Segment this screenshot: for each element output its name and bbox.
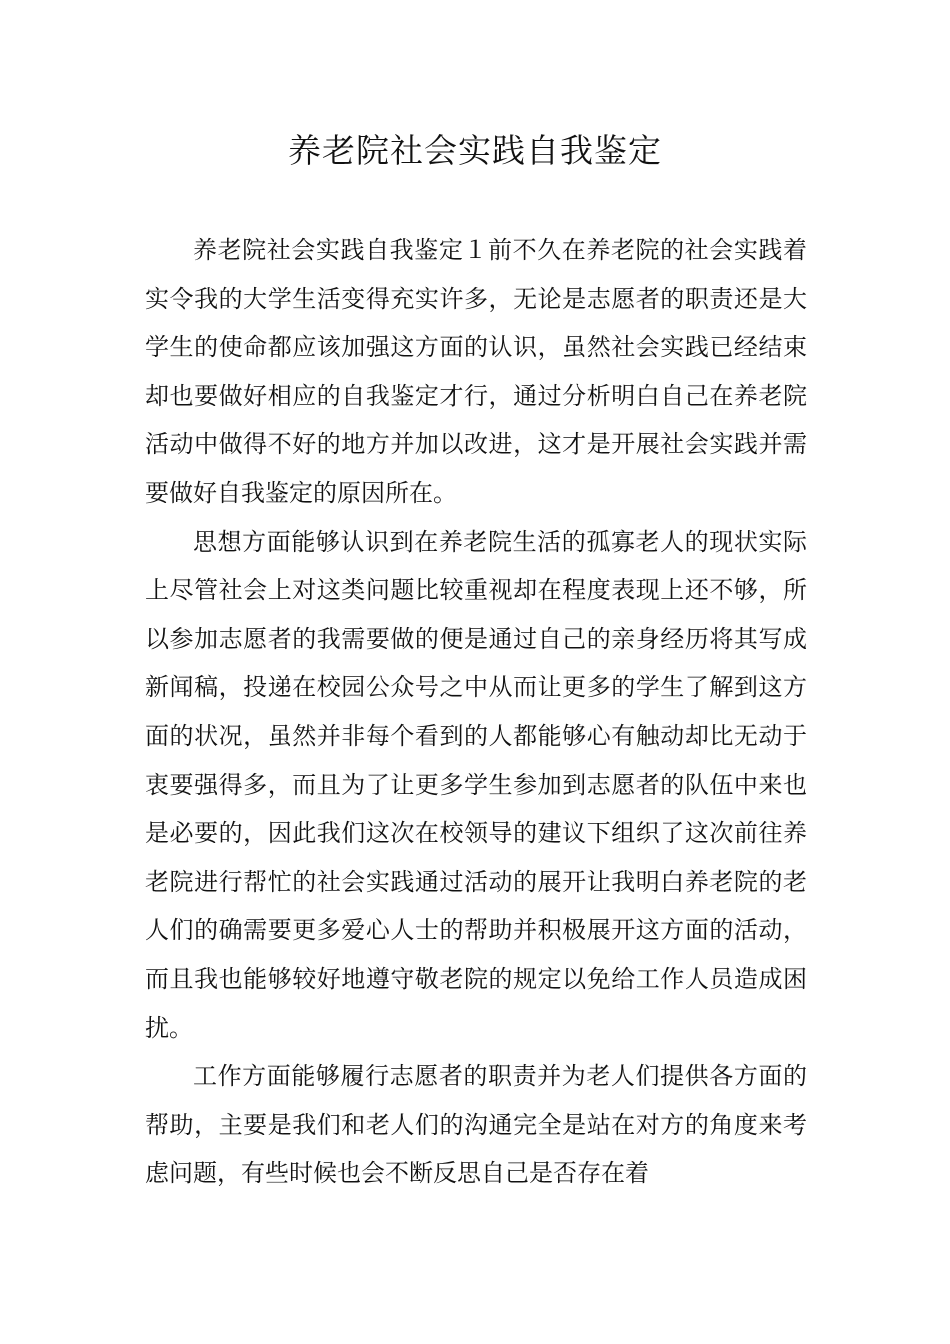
paragraph-1: 养老院社会实践自我鉴定１前不久在养老院的社会实践着实令我的大学生活变得充实许多，无论是志愿者的职责还是大学生的使命都应该加强这方面的认识，虽然社会实践已经结束却也要做好相应的自我鉴定才行，通过分析明白自己在养老院活动中做得不好的地方并加以改进，这才是开展社会实践并需要做好自我鉴定的原因所在。: [145, 236, 807, 507]
document-body: [145, 226, 807, 1198]
paragraph-2: 思想方面能够认识到在养老院生活的孤寡老人的现状实际上尽管社会上对这类问题比较重视却在程度表现上还不够，所以参加志愿者的我需要做的便是通过自己的亲身经历将其写成新闻稿，投递在校园公众号之中从而让更多的学生了解到这方面的状况，虽然并非每个看到的人都能够心有触动却比无动于衷要强得多，而且为了让更多学生参加到志愿者的队伍中来也是必要的，因此我们这次在校领导的建议下组织了这次前往养老院进行帮忙的社会实践通过活动的展开让我明白养老院的老人们的确需要更多爱心人士的帮助并积极展开这方面的活动，而且我也能够较好地遵守敬老院的规定以免给工作人员造成困扰。: [145, 527, 807, 1042]
document-title: 养老院社会实践自我鉴定: [288, 131, 662, 170]
paragraph-3: 工作方面能够履行志愿者的职责并为老人们提供各方面的帮助，主要是我们和老人们的沟通完全是站在对方的角度来考虑问题，有些时候也会不断反思自己是否存在着: [145, 1062, 807, 1188]
